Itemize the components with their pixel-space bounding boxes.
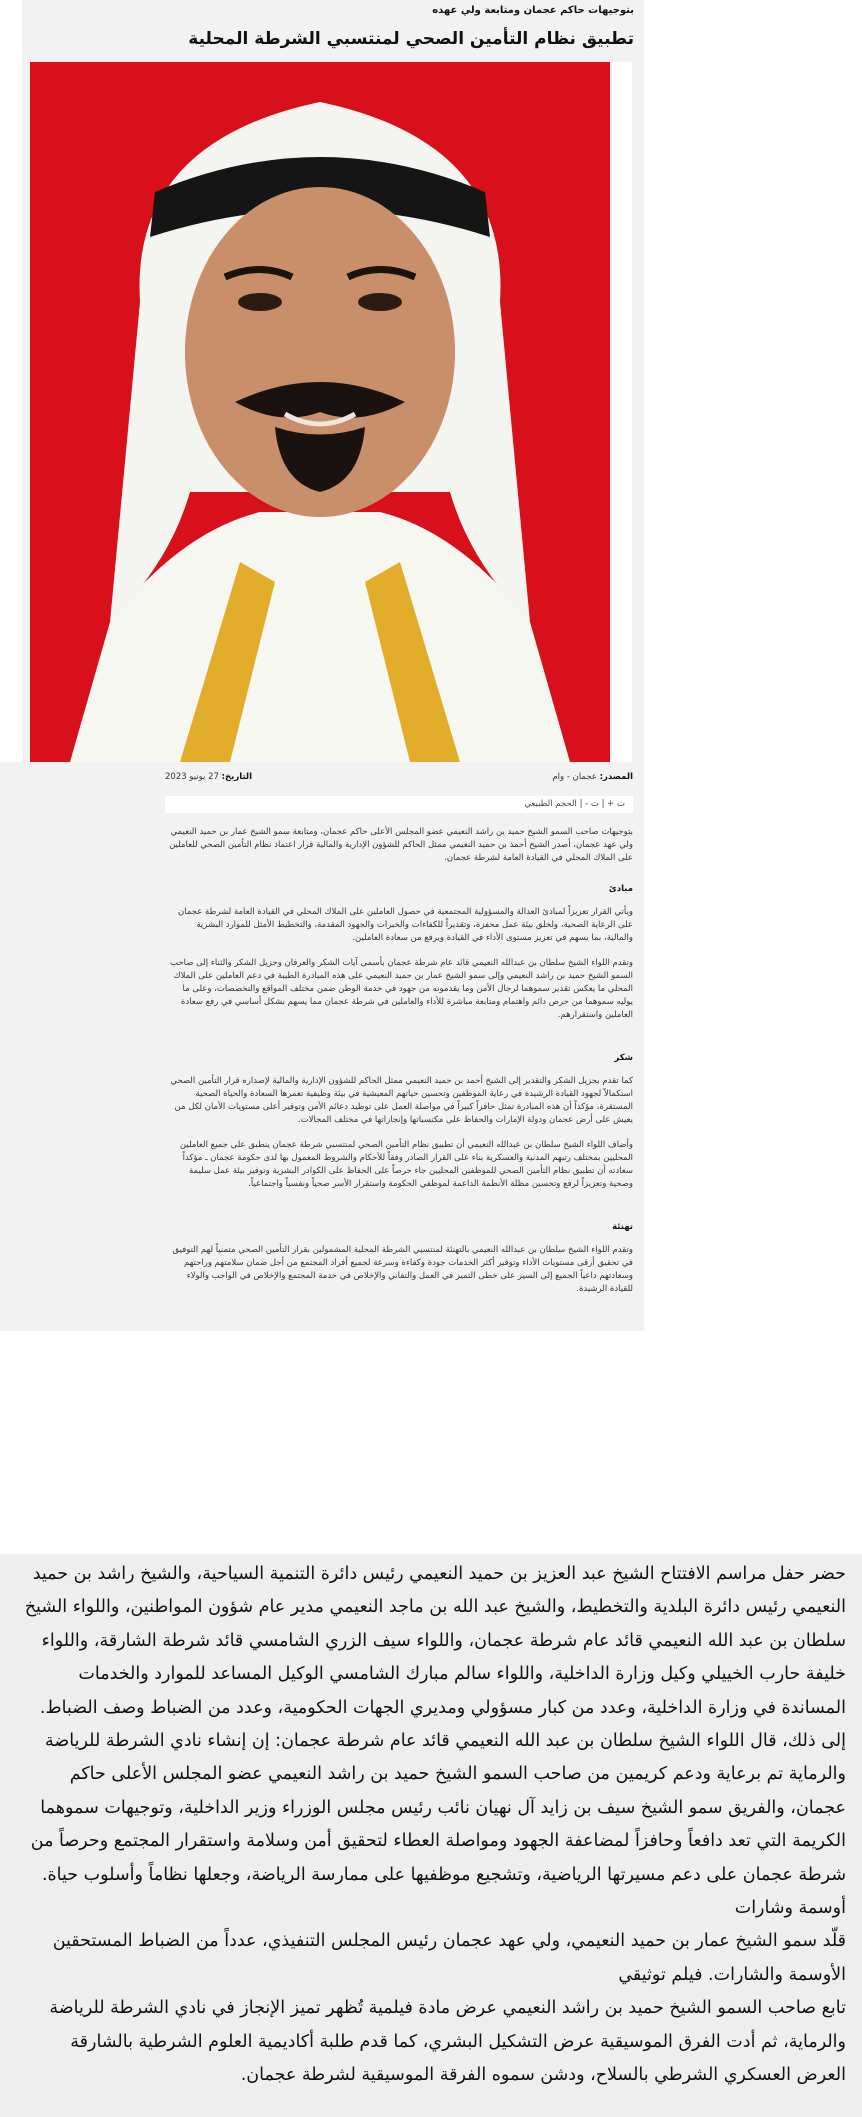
- lower-article: [0, 1554, 862, 2117]
- source-label: المصدر:: [599, 772, 633, 782]
- photo-frame-strip: [612, 62, 632, 762]
- article-paragraph: وتقدم اللواء الشيخ سلطان بن عبدالله النعيمي بالتهنئة لمنتسبي الشرطة المحلية المشمولين بقرار التأمين الصحي متمنياً لهم التوفيق في تحقيق أرقى مستويات الأداء وتوفير أكثر الخدمات جودة وكفاءة وسرعة لجميع أفراد المجتمع من أجل ضمان سلامتهم وراحتهم وسعادتهم داعياً الجميع إلى السير على خطى التميز في العمل والتفاني والإخلاص في خدمة المجتمع والإخلاص في الواجب والولاء للقيادة الرشيدة.: [172, 1245, 633, 1294]
- lower-article-text: [16, 1558, 846, 2093]
- section-heading: شكر: [614, 1053, 633, 1063]
- lower-paragraph: إلى ذلك، قال اللواء الشيخ سلطان بن عبد الله النعيمي قائد عام شرطة عجمان: إن إنشاء نادي الشرطة للرياضة والرماية تم برعاية ودعم كريمين من صاحب السمو الشيخ حميد بن راشد النعيمي عضو المجلس الأعلى حاكم عجمان، والفريق سمو الشيخ سيف بن زايد آل نهيان نائب رئيس مجلس الوزراء وزير الداخلية، وتوجيهات سموهما الكريمة التي تعد دافعاً وحافزاً لمضاعفة الجهود ومواصلة العطاء لتحقيق أمن وسلامة واستقرار المجتمع وحرصاً من شرطة عجمان على دعم مسيرتها الرياضية، وتشجيع موظفيها على ممارسة الرياضة، وجعلها نظاماً وأسلوب حياة. أوسمة وشارات: [30, 1731, 846, 1919]
- portrait-photo: [30, 62, 610, 762]
- date-value: 27 يونيو 2023: [165, 772, 219, 782]
- article-paragraph: بتوجيهات صاحب السمو الشيخ حميد بن راشد النعيمي عضو المجلس الأعلى حاكم عجمان، ومتابعة سمو الشيخ عمار بن حميد النعيمي ولي عهد عجمان، أصدر الشيخ أحمد بن حميد النعيمي ممثل الحاكم للشؤون الإدارية والمالية قرار اعتماد نظام التأمين الصحي للعاملين على الملاك المحلي في القيادة العامة لشرطة عجمان.: [169, 827, 633, 863]
- left-gray-pane: [0, 762, 155, 1331]
- section-heading: تهنئة: [612, 1222, 633, 1232]
- lower-paragraph: حضر حفل مراسم الافتتاح الشيخ عبد العزيز بن حميد النعيمي رئيس دائرة التنمية السياحية، والشيخ راشد بن حميد النعيمي رئيس دائرة البلدية والتخطيط، والشيخ عبد الله بن ماجد النعيمي مدير عام شؤون المواطنين، واللواء الشيخ سلطان بن عبد الله النعيمي قائد عام شرطة عجمان، واللواء سيف الزري الشامسي قائد شرطة الشارقة، واللواء خليفة حارب الخييلي وكيل وزارة الداخلية، واللواء سالم مبارك الشامسي الوكيل المساعد للموارد والخدمات المساندة في وزارة الداخلية، وعدد من كبار مسؤولي ومديري الجهات الحكومية، وعدد من الضباط وصف الضباط.: [24, 1564, 846, 1718]
- article-meta: [165, 772, 633, 786]
- date-label: التاريخ:: [221, 772, 253, 782]
- article-paragraph: كما تقدم بجزيل الشكر والتقدير إلى الشيخ أحمد بن حميد النعيمي ممثل الحاكم للشؤون الإدارية والمالية لإصداره قرار التأمين الصحي استكمالاً لجهود القيادة الرشيدة في رعاية الموظفين وتحسين حياتهم المعيشية في بيئة وظيفية تغمرها السعادة والحياة الصحية المستقرة، مؤكداً أن هذه المبادرة تمثل حافزاً كبيراً في مواصلة العمل على توطيد دعائم الأمن وتوفير أعلى مستويات الأمان لكل من يعيش على أرض عجمان ودولة الإمارات والحفاظ على مكتسباتها وإنجازاتها في مختلف المجالات.: [170, 1076, 633, 1125]
- section-heading: مبادئ: [608, 884, 633, 894]
- article-paragraph: وأضاف اللواء الشيخ سلطان بن عبدالله النعيمي أن تطبيق نظام التأمين الصحي لمنتسبي شرطة عجمان ينطبق على جميع العاملين المحليين بمختلف رتبهم المدنية والعسكرية بناء على القرار الصادر وفقاً للأحكام والشروط المعمول بها لدى حكومة عجمان ـ مؤكداً سعادته أن تطبيق نظام التأمين الصحي للموظفين المحليين جاء حرصاً على الحفاظ على الكوادر البشرية وتوفير بيئة عمل سليمة وصحية وتعزيزاً لرفع وتحسين مظلة الأنظمة الداعمة لموظفي الحكومة واستقرار الأسر صحياً ونفسياً واجتماعياً.: [179, 1140, 633, 1189]
- lower-paragraph: تابع صاحب السمو الشيخ حميد بن راشد النعيمي عرض مادة فيلمية تُظهر تميز الإنجاز في نادي الشرطة للرياضة والرماية، ثم أدت الفرق الموسيقية عرض التشكيل البشري، كما قدم طلبة أكاديمية العلوم الشرطية بالشارقة العرض العسكري الشرطي بالسلاح، ودشن سموه الفرقة الموسيقية لشرطة عجمان.: [49, 1998, 846, 2086]
- article-paragraph: ويأتي القرار تعزيزاً لمبادئ العدالة والمسؤولية المجتمعية في حصول العاملين على الملاك المحلي في القيادة العامة لشرطة عجمان على الرعاية الصحية، ولخلق بيئة عمل محفزة، وتقديراً للكفاءات والخبرات والجهود المقدمة، والتخطيط الأمثل للموارد البشرية والمالية، بما يسهم في تعزيز مستوى الأداء في القيادة ويرفع من سعادة العاملين.: [178, 907, 633, 943]
- lower-paragraph: قلّد سمو الشيخ عمار بن حميد النعيمي، ولي عهد عجمان رئيس المجلس التنفيذي، عدداً من الضباط المستحقين الأوسمة والشارات. فيلم توثيقي: [52, 1931, 846, 1985]
- article-kicker: بتوجيهات حاكم عجمان ومتابعة ولي عهده: [432, 5, 634, 16]
- article-headline[interactable]: تطبيق نظام التأمين الصحي لمنتسبي الشرطة المحلية: [188, 29, 634, 49]
- source-line: [552, 772, 633, 782]
- article-paragraph: وتقدم اللواء الشيخ سلطان بن عبدالله النعيمي قائد عام شرطة عجمان بأسمى آيات الشكر والعرفان وجزيل الشكر والثناء إلى صاحب السمو الشيخ حميد بن راشد النعيمي وإلى سمو الشيخ عمار بن حميد النعيمي على هذه المبادرة الطيبة في دعم العاملين على الملاك المحلي ما يعكس تقدير سموهما لرجال الأمن وما يقدمونه من جهود في خدمة الوطن ضمن مختلف المواقع والتخصصات، وعلى ما يوليه سموهما من حرص دائم واهتمام ومتابعة مباشرة للأداء والعاملين في شرطة عجمان مما يسهم بشكل أساسي في رفع سعادة العاملين واستقرارهم.: [170, 958, 633, 1020]
- date-line: [165, 772, 252, 782]
- article-body: [165, 826, 633, 1308]
- portrait-illustration: [30, 62, 610, 762]
- font-size-controls[interactable]: [165, 796, 633, 813]
- source-value: عجمان - وام: [552, 772, 597, 782]
- font-size-controls-label[interactable]: ت + | ت - | الحجم الطبيعي: [524, 799, 625, 809]
